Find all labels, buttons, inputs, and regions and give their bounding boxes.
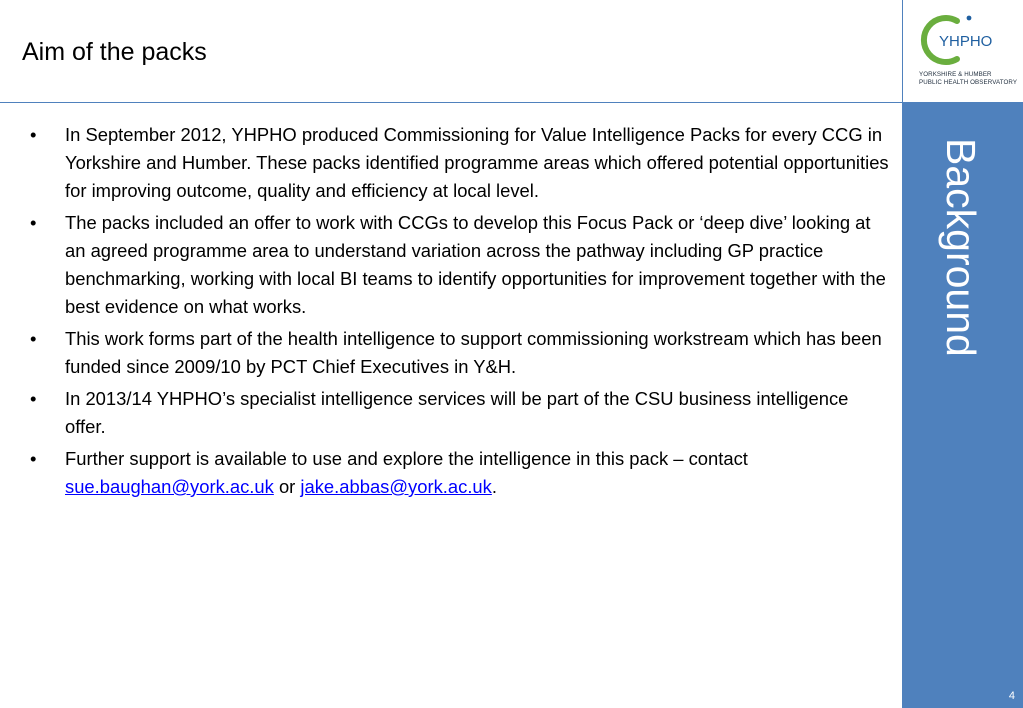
email-link-sue-baughan[interactable]: sue.baughan@york.ac.uk [65, 476, 274, 497]
page-number: 4 [1008, 690, 1015, 702]
bullet-list [30, 121, 890, 505]
logo-wordmark: YHPHO [939, 33, 993, 50]
bullet-item [30, 385, 890, 441]
bullet-icon: • [30, 124, 37, 145]
logo-subtitle-line2: PUBLIC HEALTH OBSERVATORY [919, 79, 1018, 86]
logo-panel [902, 0, 1023, 103]
contact-suffix-text: . [491, 476, 497, 497]
bullet-item [30, 209, 890, 321]
bullet-text: In September 2012, YHPHO produced Commissioning for Value Intelligence Packs for every CCG in Yorkshire and Humber. These packs identified programme areas which offered potential opportunities for improving outcome, quality and efficiency at local level. [65, 124, 889, 201]
contact-bullet-item [30, 445, 890, 501]
bullet-icon: • [30, 212, 37, 233]
logo-subtitle [919, 71, 1023, 87]
yhpho-logo-icon [917, 12, 1017, 68]
email-link-jake-abbas[interactable]: jake.abbas@york.ac.uk [300, 476, 492, 497]
bullet-text: The packs included an offer to work with CCGs to develop this Focus Pack or ‘deep dive’ looking at an agreed programme area to understand variation across the pathway including GP practice benchmarking, working with local BI teams to identify opportunities for improvement together with the best evidence on what works. [65, 212, 886, 317]
contact-prefix-text: Further support is available to use and explore the intelligence in this pack – contact [65, 448, 748, 469]
logo-subtitle-line1: YORKSHIRE & HUMBER [919, 71, 992, 78]
bullet-text: In 2013/14 YHPHO’s specialist intelligence services will be part of the CSU business intelligence offer. [65, 388, 849, 437]
bullet-item [30, 121, 890, 205]
slide-title: Aim of the packs [22, 38, 207, 66]
bullet-item [30, 325, 890, 381]
header-divider [0, 102, 902, 103]
bullet-icon: • [30, 328, 37, 349]
section-label: Background [938, 138, 984, 357]
bullet-icon: • [30, 388, 37, 409]
contact-separator-text: or [273, 476, 301, 497]
bullet-text: This work forms part of the health intelligence to support commissioning workstream which has been funded since 2009/10 by PCT Chief Executives in Y&H. [65, 328, 882, 377]
bullet-icon: • [30, 448, 37, 469]
